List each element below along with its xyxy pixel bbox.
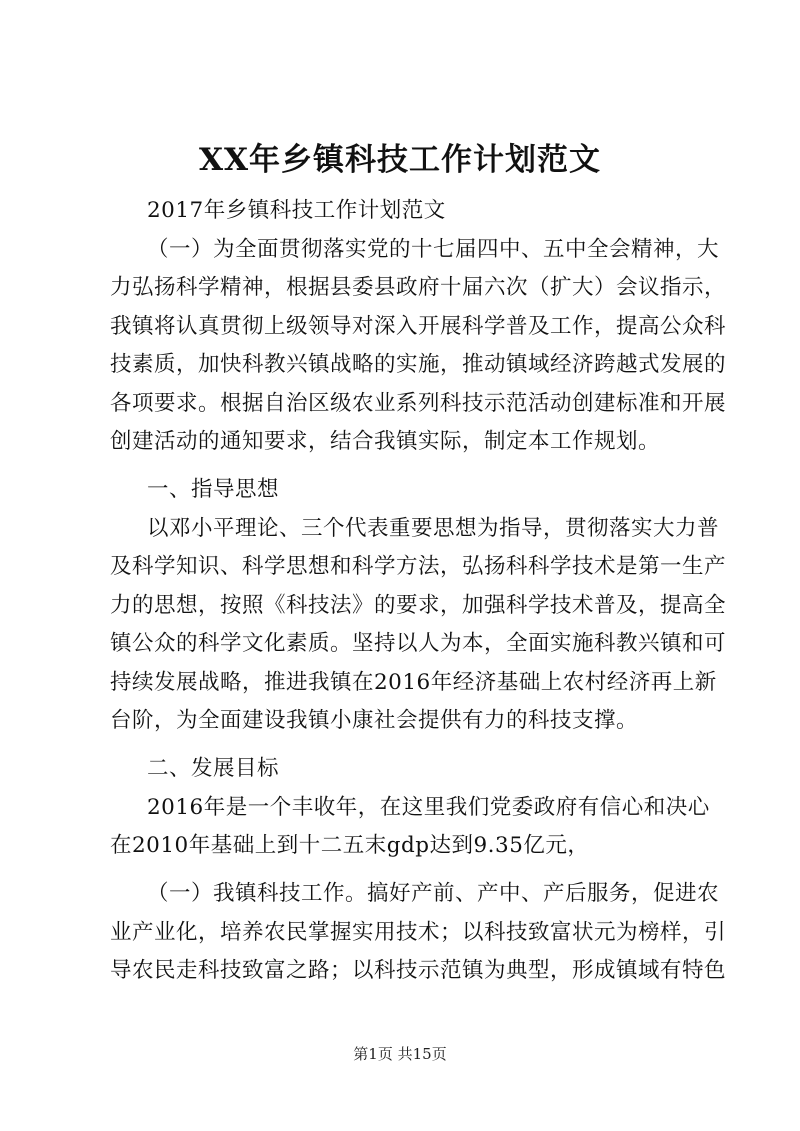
paragraph-line: 2016年是一个丰收年，在这里我们党委政府有信心和决心 (147, 795, 710, 820)
document-title: XX年乡镇科技工作计划范文 (198, 142, 602, 178)
section-heading: 一、指导思想 (147, 477, 280, 502)
paragraph-line: 台阶，为全面建设我镇小康社会提供有力的科技支撑。 (110, 708, 639, 733)
paragraph-line: 创建活动的通知要求，结合我镇实际，制定本工作规划。 (110, 429, 661, 454)
paragraph-line: （一）为全面贯彻落实党的十七届四中、五中全会精神，大 (147, 237, 720, 262)
paragraph-line: 镇公众的科学文化素质。坚持以人为本，全面实施科教兴镇和可 (110, 631, 727, 656)
paragraph-line: 在2010年基础上到十二五末gdp达到9.35亿元， (110, 833, 590, 858)
paragraph-line: 力的思想，按照《科技法》的要求，加强科学技术普及，提高全 (110, 593, 727, 618)
section-heading: 二、发展目标 (147, 756, 280, 781)
subtitle-line: 2017年乡镇科技工作计划范文 (147, 198, 446, 223)
paragraph-line: 业产业化，培养农民掌握实用技术；以科技致富状元为榜样，引 (110, 920, 727, 945)
paragraph-line: 力弘扬科学精神，根据县委县政府十届六次（扩大）会议指示， (110, 275, 727, 300)
page-number-footer: 第1页 共15页 (353, 1045, 447, 1063)
paragraph-line: 持续发展战略，推进我镇在2016年经济基础上农村经济再上新 (110, 670, 717, 695)
paragraph-line: 我镇将认真贯彻上级领导对深入开展科学普及工作，提高公众科 (110, 314, 727, 339)
paragraph-line: 技素质，加快科教兴镇战略的实施，推动镇域经济跨越式发展的 (110, 352, 727, 377)
paragraph-line: 以邓小平理论、三个代表重要思想为指导，贯彻落实大力普 (147, 516, 720, 541)
paragraph-line: （一）我镇科技工作。搞好产前、产中、产后服务，促进农 (147, 881, 720, 906)
paragraph-line: 各项要求。根据自治区级农业系列科技示范活动创建标准和开展 (110, 391, 727, 416)
paragraph-line: 及科学知识、科学思想和科学方法，弘扬科科学技术是第一生产 (110, 554, 727, 579)
paragraph-line: 导农民走科技致富之路；以科技示范镇为典型，形成镇域有特色 (110, 958, 727, 983)
